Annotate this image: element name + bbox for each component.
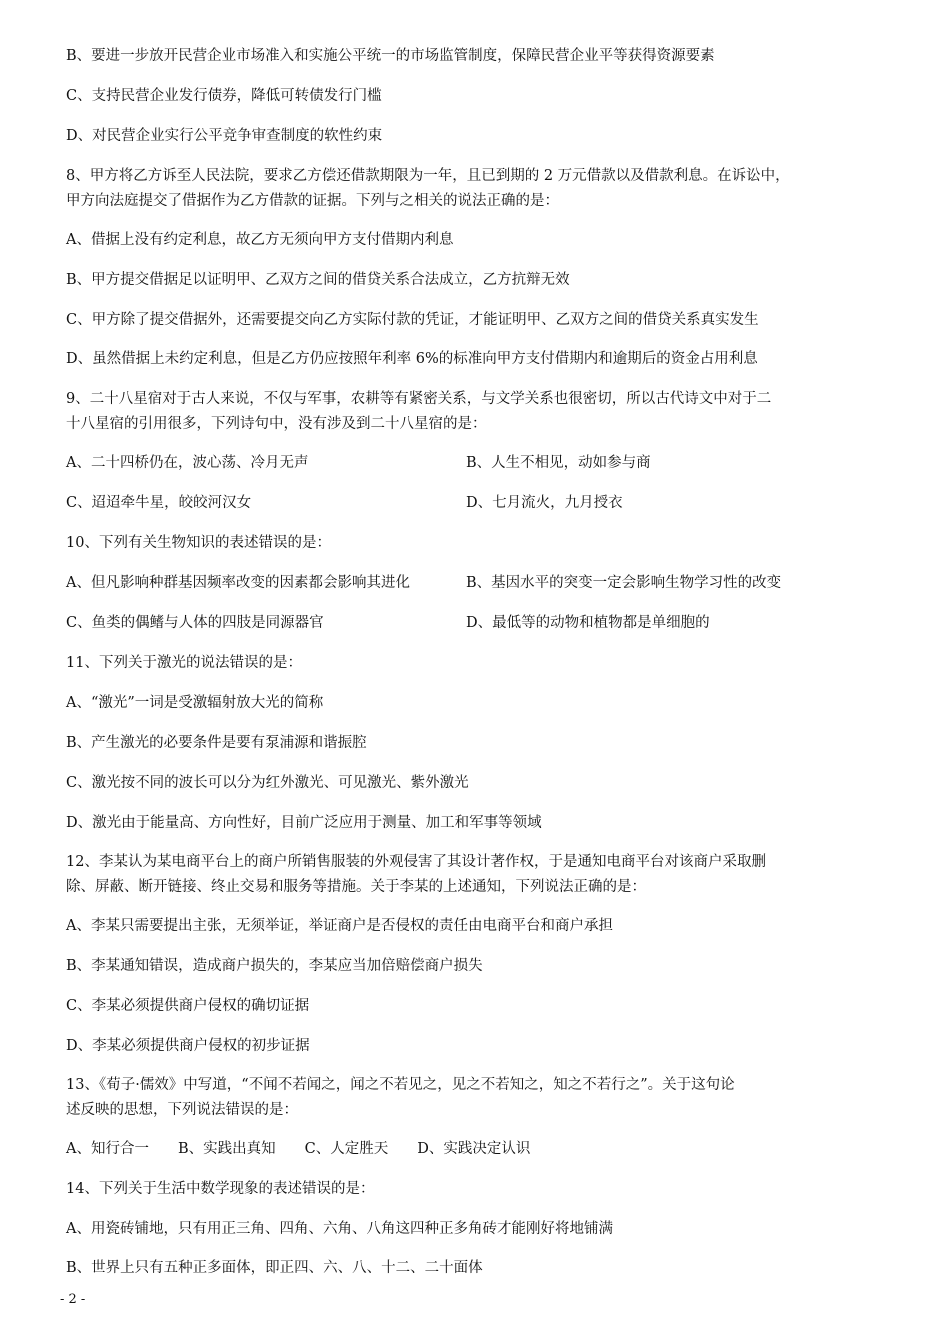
q14-option-b: B、世界上只有五种正多面体，即正四、六、八、十二、二十面体 <box>66 1260 483 1276</box>
q11-option-d: D、激光由于能量高、方向性好，目前广泛应用于测量、加工和军事等领域 <box>66 815 542 831</box>
q11-stem: 11、下列关于激光的说法错误的是： <box>66 655 302 671</box>
q9-stem-line-1: 9、二十八星宿对于古人来说，不仅与军事，农耕等有紧密关系，与文学关系也很密切，所以古代诗文中对于二 <box>66 391 772 407</box>
q7-option-b: B、要进一步放开民营企业市场准入和实施公平统一的市场监管制度，保障民营企业平等获得资源要素 <box>66 48 715 64</box>
q11-option-a: A、“激光”一词是受激辐射放大光的简称 <box>66 695 324 711</box>
q9-option-a: A、二十四桥仍在，波心荡、冷月无声 <box>66 455 309 471</box>
q10-option-a: A、但凡影响种群基因频率改变的因素都会影响其进化 <box>66 575 410 591</box>
q8-option-a: A、借据上没有约定利息，故乙方无须向甲方支付借期内利息 <box>66 232 454 248</box>
q14-stem: 14、下列关于生活中数学现象的表述错误的是： <box>66 1181 375 1197</box>
q10-option-b: B、基因水平的突变一定会影响生物学习性的改变 <box>466 575 782 591</box>
q9-option-b: B、人生不相见，动如参与商 <box>466 455 651 471</box>
q12-option-c: C、李某必须提供商户侵权的确切证据 <box>66 998 310 1014</box>
q8-stem-line-1: 8、甲方将乙方诉至人民法院，要求乙方偿还借款期限为一年，且已到期的 2 万元借款以及借款利息。在诉讼中， <box>66 168 790 184</box>
q10-stem: 10、下列有关生物知识的表述错误的是： <box>66 535 331 551</box>
q9-stem-line-2: 十八星宿的引用很多，下列诗句中，没有涉及到二十八星宿的是： <box>66 416 487 432</box>
q9-option-c: C、迢迢牵牛星，皎皎河汉女 <box>66 495 252 511</box>
q11-option-c: C、激光按不同的波长可以分为红外激光、可见激光、紫外激光 <box>66 775 469 791</box>
q8-option-b: B、甲方提交借据足以证明甲、乙双方之间的借贷关系合法成立，乙方抗辩无效 <box>66 272 570 288</box>
q7-option-c: C、支持民营企业发行债券，降低可转债发行门槛 <box>66 88 382 104</box>
q12-stem-line-2: 除、屏蔽、断开链接、终止交易和服务等措施。关于李某的上述通知，下列说法正确的是： <box>66 879 646 895</box>
q13-stem-line-1: 13、《荀子·儒效》中写道，“不闻不若闻之，闻之不若见之，见之不若知之，知之不若行之”。关于这句论 <box>66 1077 735 1093</box>
q10-option-d: D、最低等的动物和植物都是单细胞的 <box>466 615 710 631</box>
q7-option-d: D、对民营企业实行公平竞争审查制度的软性约束 <box>66 128 383 144</box>
q11-option-b: B、产生激光的必要条件是要有泵浦源和谐振腔 <box>66 735 367 751</box>
q13-options: A、知行合一 B、实践出真知 C、人定胜天 D、实践决定认识 <box>66 1141 531 1157</box>
q13-stem-line-2: 述反映的思想，下列说法错误的是： <box>66 1102 298 1118</box>
page-number: - 2 - <box>60 1292 86 1307</box>
q12-option-b: B、李某通知错误，造成商户损失的，李某应当加倍赔偿商户损失 <box>66 958 483 974</box>
q10-option-c: C、鱼类的偶鳍与人体的四肢是同源器官 <box>66 615 324 631</box>
q12-option-d: D、李某必须提供商户侵权的初步证据 <box>66 1038 310 1054</box>
q12-option-a: A、李某只需要提出主张，无须举证，举证商户是否侵权的责任由电商平台和商户承担 <box>66 918 613 934</box>
q14-option-a: A、用瓷砖铺地，只有用正三角、四角、六角、八角这四种正多角砖才能刚好将地铺满 <box>66 1221 613 1237</box>
q12-stem-line-1: 12、李某认为某电商平台上的商户所销售服装的外观侵害了其设计著作权，于是通知电商平台对该商户采取删 <box>66 854 766 870</box>
q8-option-d: D、虽然借据上未约定利息，但是乙方仍应按照年利率 6%的标准向甲方支付借期内和逾期后的资金占用利息 <box>66 351 758 367</box>
q8-stem-line-2: 甲方向法庭提交了借据作为乙方借款的证据。下列与之相关的说法正确的是： <box>66 193 559 209</box>
q8-option-c: C、甲方除了提交借据外，还需要提交向乙方实际付款的凭证，才能证明甲、乙双方之间的借贷关系真实发生 <box>66 312 759 328</box>
q9-option-d: D、七月流火，九月授衣 <box>466 495 623 511</box>
